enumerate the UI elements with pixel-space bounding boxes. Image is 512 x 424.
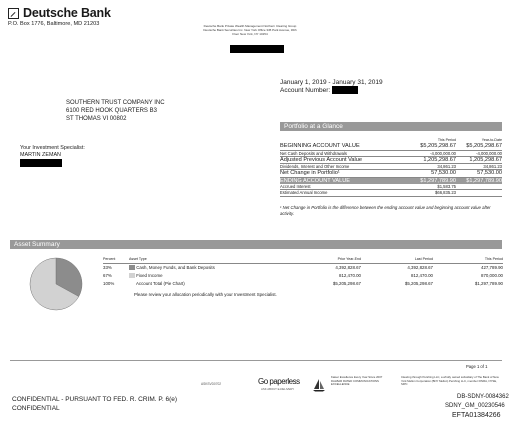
column-header: This Period — [433, 256, 503, 264]
specialist-label: Your Investment Specialist: — [20, 145, 85, 151]
award-text: Kaiser Excellence Every Year Since 2007 DALBAR RATED COMMUNICATIONS EXCELLENCE — [331, 375, 383, 386]
legend-swatch — [129, 265, 135, 270]
footer-divider — [10, 360, 502, 361]
clearing-disclosure: Clearing through Pershing LLC, a wholly owned subsidiary of The Bank of New York Mellon Corporation (BNY Mellon) Pershing LLC, member FINRA, NYSE, SIPC — [401, 375, 499, 386]
legend-swatch — [129, 273, 135, 278]
office-address-block: Deutsche Bank Private Wealth Management Northern Clearing Group Deutsche Bank Securities Inc. New York Office 345 Park Avenue, 30th Floor New York, NY 10154 — [203, 24, 297, 36]
table-row: 33% Cash, Money Funds, and Bank Deposits 4,392,828.67 4,392,828.67 427,789.90 — [103, 265, 503, 270]
confidential-label: CONFIDENTIAL — [12, 405, 60, 412]
bank-name: Deutsche Bank — [23, 6, 111, 20]
table-row: Net Change in Portfolio¹ 57,530.00 57,530.00 — [280, 170, 502, 177]
sailboat-icon — [312, 378, 326, 392]
client-address — [66, 99, 165, 123]
portfolio-table — [280, 138, 502, 197]
bates-number: DB-SDNY-0084362 — [457, 394, 509, 400]
table-row-ending-value: ENDING ACCOUNT VALUE $1,297,789.90 $1,297,789.90 — [280, 177, 502, 184]
column-header: Last Period — [361, 256, 433, 264]
efta-number: EFTA01384266 — [452, 412, 501, 419]
bates-number: SDNY_GM_00230546 — [445, 403, 505, 409]
account-number-label: Account Number: — [280, 87, 331, 94]
column-header: Prior Year-End — [289, 256, 361, 264]
table-row-total: 100% Account Total (Pie Chart) $5,205,298.67 $5,205,298.67 $1,297,789.90 — [103, 281, 503, 286]
statement-period: January 1, 2019 - January 31, 2019 — [280, 79, 383, 86]
specialist-name: MARTIN ZEMAN — [20, 152, 61, 158]
confidential-notice: CONFIDENTIAL - PURSUANT TO FED. R. CRIM. P. 6(e) — [12, 396, 178, 403]
go-paperless-logo: Go paperless — [258, 377, 300, 386]
client-address-line: SOUTHERN TRUST COMPANY INC — [66, 100, 165, 106]
table-row: Adjusted Previous Account Value 1,205,298.67 1,205,298.67 — [280, 156, 502, 163]
deutsche-bank-logo-icon — [8, 8, 19, 19]
table-row: Dividends, Interest and Other Income 34,861.23 34,861.23 — [280, 164, 502, 170]
table-row: BEGINNING ACCOUNT VALUE $5,205,298.67 $5,205,298.67 — [280, 143, 502, 150]
allocation-review-note: Please review your allocation periodically with your Investment Specialist. — [134, 292, 277, 297]
table-row: Estimated Annual Income $66,835.23 — [280, 190, 502, 196]
go-paperless-tagline: ASK ABOUT E-DELIVERY — [261, 387, 295, 391]
form-code: ASKSVD0702 — [201, 382, 222, 386]
redaction — [332, 86, 358, 94]
table-header-row — [103, 256, 503, 264]
portfolio-footnote: ¹ Net Change in Portfolio is the difference between the ending account value and beginning account value after activity. — [280, 205, 491, 216]
page-number: Page 1 of 1 — [466, 364, 488, 369]
column-header: This Period — [437, 138, 456, 142]
bank-address: P.O. Box 1776, Baltimore, MD 21203 — [8, 21, 100, 27]
column-header: Year-to-Date — [481, 138, 502, 142]
client-address-line: ST THOMAS VI 00802 — [66, 116, 127, 122]
table-row: Net Cash Deposits and Withdrawals -4,000,000.00 -4,000,000.00 — [280, 150, 502, 156]
asset-summary-header — [10, 240, 502, 249]
redaction — [20, 159, 62, 167]
column-header: Percent — [103, 256, 129, 264]
table-row: 67% Fixed Income 812,470.00 812,470.00 870,000.00 — [103, 273, 503, 278]
asset-summary-title: Asset Summary — [14, 241, 60, 248]
asset-summary-table — [103, 256, 503, 288]
redaction — [230, 45, 284, 53]
portfolio-section-header: Portfolio at a Glance — [280, 122, 502, 131]
table-row: Accrued Interest $1,583.75 — [280, 184, 502, 190]
column-header: Asset Type — [129, 256, 289, 264]
client-address-line: 6100 RED HOOK QUARTERS B3 — [66, 108, 157, 114]
asset-pie-chart — [28, 256, 84, 312]
